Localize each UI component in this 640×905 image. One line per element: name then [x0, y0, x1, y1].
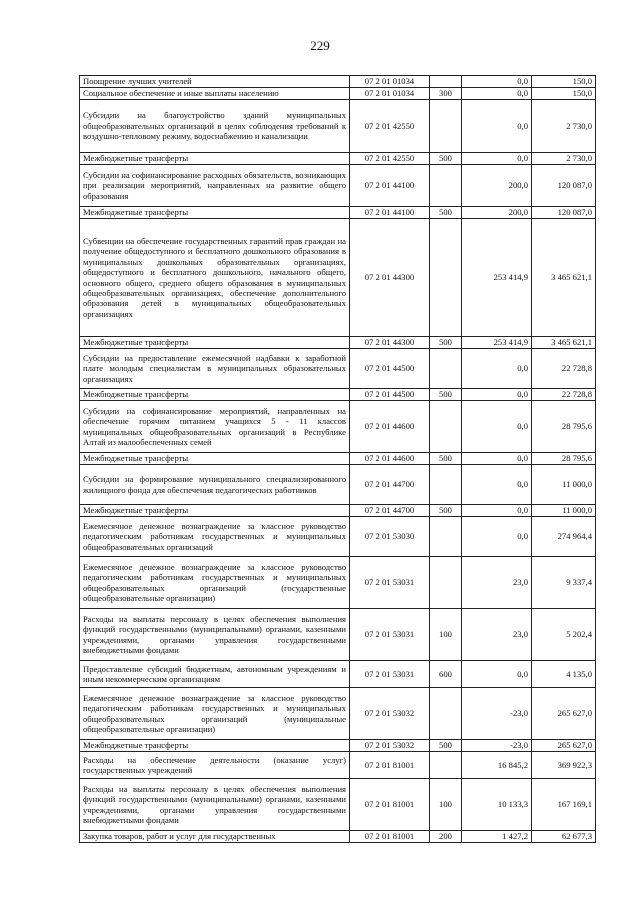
expenditure-name-cell: Закупка товаров, работ и услуг для государственных [80, 831, 350, 843]
expenditure-name-cell: Межбюджетные трансферты [80, 740, 350, 752]
expense-type-cell [430, 557, 462, 609]
expenditure-name-cell: Предоставление субсидий бюджетным, автономным учреждениям и иным некоммерческим организациям [80, 661, 350, 688]
expenditure-name-cell: Поощрение лучших учителей [80, 76, 350, 88]
amount-total-cell: 120 087,0 [532, 207, 596, 219]
amount-total-cell: 28 795,6 [532, 401, 596, 453]
expense-type-cell [430, 465, 462, 505]
amount-total-cell: 4 135,0 [532, 661, 596, 688]
amount-change-cell: -23,0 [462, 688, 532, 740]
budget-expenditure-table [79, 75, 596, 843]
amount-change-cell: 0,0 [462, 517, 532, 557]
table-row [80, 465, 596, 505]
expense-type-cell [430, 688, 462, 740]
target-article-code-cell: 07 2 01 44600 [350, 453, 430, 465]
target-article-code-cell: 07 2 01 44700 [350, 505, 430, 517]
amount-total-cell: 22 728,8 [532, 389, 596, 401]
table-row [80, 661, 596, 688]
table-row [80, 779, 596, 831]
page-number: 229 [310, 38, 330, 53]
amount-change-cell: 0,0 [462, 153, 532, 165]
expenditure-name-cell: Расходы на обеспечение деятельности (оказание услуг) государственных учреждений [80, 752, 350, 779]
amount-change-cell: 253 414,9 [462, 219, 532, 337]
target-article-code-cell: 07 2 01 42550 [350, 100, 430, 153]
amount-change-cell: 0,0 [462, 453, 532, 465]
expenditure-name-cell: Межбюджетные трансферты [80, 207, 350, 219]
amount-change-cell: 0,0 [462, 465, 532, 505]
expenditure-name-cell: Субсидии на предоставление ежемесячной надбавки к заработной плате молодым специалистам в муниципальных образовательных организациях [80, 349, 350, 389]
expenditure-name-cell: Социальное обеспечение и иные выплаты населению [80, 88, 350, 100]
amount-total-cell: 369 922,3 [532, 752, 596, 779]
expense-type-cell: 100 [430, 609, 462, 661]
target-article-code-cell: 07 2 01 53031 [350, 661, 430, 688]
table-row [80, 337, 596, 349]
expense-type-cell: 300 [430, 88, 462, 100]
amount-change-cell: 0,0 [462, 76, 532, 88]
amount-total-cell: 150,0 [532, 76, 596, 88]
target-article-code-cell: 07 2 01 53031 [350, 609, 430, 661]
table-row [80, 207, 596, 219]
amount-change-cell: 200,0 [462, 165, 532, 207]
expenditure-name-cell: Субсидии на софинансирование мероприятий, направленных на обеспечение горячим питанием учащихся 5 - 11 классов муниципальных общеобразовательных организаций в Республике Алтай из малообеспеченных семей [80, 401, 350, 453]
expense-type-cell [430, 100, 462, 153]
amount-total-cell: 62 677,3 [532, 831, 596, 843]
expense-type-cell [430, 401, 462, 453]
table-row [80, 76, 596, 88]
target-article-code-cell: 07 2 01 42550 [350, 153, 430, 165]
table-row [80, 389, 596, 401]
target-article-code-cell: 07 2 01 44600 [350, 401, 430, 453]
expenditure-name-cell: Ежемесячное денежное вознаграждение за классное руководство педагогическим работникам государственных и муниципальных общеобразовательных организаций (государственные общеобразовательные организации) [80, 557, 350, 609]
table-row [80, 688, 596, 740]
expense-type-cell [430, 76, 462, 88]
amount-total-cell: 167 169,1 [532, 779, 596, 831]
amount-total-cell: 3 465 621,1 [532, 219, 596, 337]
expense-type-cell: 500 [430, 453, 462, 465]
expenditure-name-cell: Субвенции на обеспечение государственных гарантий прав граждан на получение общедоступного и бесплатного дошкольного образования в муниципальных дошкольных образовательных организациях, общедоступного и бесплатного дошкольного, начального общего, основного общего, среднего общего образования в муниципальных общеобразовательных организациях, обеспечение дополнительного образования детей в муниципальных общеобразовательных организациях [80, 219, 350, 337]
table-row [80, 401, 596, 453]
expense-type-cell: 500 [430, 505, 462, 517]
target-article-code-cell: 07 2 01 44500 [350, 349, 430, 389]
expense-type-cell: 500 [430, 207, 462, 219]
amount-total-cell: 22 728,8 [532, 349, 596, 389]
table-row [80, 517, 596, 557]
expenditure-name-cell: Субсидии на софинансирование расходных обязательств, возникающих при реализации мероприятий, направленных на развитие общего образования [80, 165, 350, 207]
expense-type-cell: 100 [430, 779, 462, 831]
table-row [80, 349, 596, 389]
target-article-code-cell: 07 2 01 44300 [350, 337, 430, 349]
amount-change-cell: 16 845,2 [462, 752, 532, 779]
table-row [80, 752, 596, 779]
expenditure-name-cell: Межбюджетные трансферты [80, 153, 350, 165]
expenditure-name-cell: Межбюджетные трансферты [80, 389, 350, 401]
amount-total-cell: 2 730,0 [532, 100, 596, 153]
amount-change-cell: 0,0 [462, 661, 532, 688]
target-article-code-cell: 07 2 01 53031 [350, 557, 430, 609]
target-article-code-cell: 07 2 01 81001 [350, 779, 430, 831]
expenditure-name-cell: Ежемесячное денежное вознаграждение за классное руководство педагогическим работникам государственных и муниципальных общеобразовательных организаций (муниципальные общеобразовательные организации) [80, 688, 350, 740]
amount-total-cell: 150,0 [532, 88, 596, 100]
amount-change-cell: -23,0 [462, 740, 532, 752]
table-row [80, 609, 596, 661]
expenditure-name-cell: Субсидии на благоустройство зданий муниципальных общеобразовательных организаций в целях соблюдения требований к воздушно-тепловому режиму, водоснабжению и канализации [80, 100, 350, 153]
table-row [80, 831, 596, 843]
amount-total-cell: 5 202,4 [532, 609, 596, 661]
amount-change-cell: 253 414,9 [462, 337, 532, 349]
amount-change-cell: 23,0 [462, 609, 532, 661]
expense-type-cell: 500 [430, 389, 462, 401]
expense-type-cell [430, 752, 462, 779]
target-article-code-cell: 07 2 01 44100 [350, 165, 430, 207]
amount-total-cell: 120 087,0 [532, 165, 596, 207]
amount-total-cell: 11 000,0 [532, 465, 596, 505]
expenditure-name-cell: Межбюджетные трансферты [80, 337, 350, 349]
table-row [80, 219, 596, 337]
expenditure-name-cell: Субсидии на формирование муниципального специализированного жилищного фонда для обеспечения педагогических работников [80, 465, 350, 505]
target-article-code-cell: 07 2 01 44300 [350, 219, 430, 337]
table-row [80, 740, 596, 752]
table-row [80, 557, 596, 609]
amount-change-cell: 0,0 [462, 401, 532, 453]
target-article-code-cell: 07 2 01 81001 [350, 831, 430, 843]
expense-type-cell: 500 [430, 740, 462, 752]
expense-type-cell [430, 349, 462, 389]
expense-type-cell [430, 165, 462, 207]
amount-change-cell: 0,0 [462, 88, 532, 100]
amount-total-cell: 9 337,4 [532, 557, 596, 609]
target-article-code-cell: 07 2 01 53032 [350, 740, 430, 752]
amount-change-cell: 200,0 [462, 207, 532, 219]
expense-type-cell: 500 [430, 153, 462, 165]
table-row [80, 165, 596, 207]
target-article-code-cell: 07 2 01 44100 [350, 207, 430, 219]
target-article-code-cell: 07 2 01 01034 [350, 88, 430, 100]
expenditure-name-cell: Расходы на выплаты персоналу в целях обеспечения выполнения функций государственными (муниципальными) органами, казенными учреждениями, органами управления государственными внебюджетными фондами [80, 609, 350, 661]
table-row [80, 88, 596, 100]
amount-change-cell: 0,0 [462, 389, 532, 401]
amount-total-cell: 2 730,0 [532, 153, 596, 165]
expense-type-cell: 200 [430, 831, 462, 843]
table-row [80, 505, 596, 517]
amount-total-cell: 274 964,4 [532, 517, 596, 557]
amount-total-cell: 28 795,6 [532, 453, 596, 465]
expense-type-cell [430, 219, 462, 337]
target-article-code-cell: 07 2 01 01034 [350, 76, 430, 88]
amount-total-cell: 11 000,0 [532, 505, 596, 517]
expenditure-name-cell: Ежемесячное денежное вознаграждение за классное руководство педагогическим работникам государственных и муниципальных общеобразовательных организаций [80, 517, 350, 557]
amount-change-cell: 1 427,2 [462, 831, 532, 843]
table-row [80, 453, 596, 465]
amount-total-cell: 3 465 621,1 [532, 337, 596, 349]
expenditure-name-cell: Межбюджетные трансферты [80, 505, 350, 517]
expense-type-cell [430, 517, 462, 557]
expenditure-name-cell: Расходы на выплаты персоналу в целях обеспечения выполнения функций государственными (муниципальными) органами, казенными учреждениями, органами управления государственными внебюджетными фондами [80, 779, 350, 831]
amount-change-cell: 0,0 [462, 505, 532, 517]
amount-change-cell: 23,0 [462, 557, 532, 609]
target-article-code-cell: 07 2 01 44500 [350, 389, 430, 401]
table-row [80, 153, 596, 165]
table-row [80, 100, 596, 153]
target-article-code-cell: 07 2 01 53032 [350, 688, 430, 740]
amount-change-cell: 0,0 [462, 349, 532, 389]
target-article-code-cell: 07 2 01 44700 [350, 465, 430, 505]
amount-total-cell: 265 627,0 [532, 740, 596, 752]
expenditure-name-cell: Межбюджетные трансферты [80, 453, 350, 465]
amount-total-cell: 265 627,0 [532, 688, 596, 740]
expense-type-cell: 500 [430, 337, 462, 349]
amount-change-cell: 0,0 [462, 100, 532, 153]
amount-change-cell: 10 133,3 [462, 779, 532, 831]
target-article-code-cell: 07 2 01 53030 [350, 517, 430, 557]
target-article-code-cell: 07 2 01 81001 [350, 752, 430, 779]
expense-type-cell: 600 [430, 661, 462, 688]
